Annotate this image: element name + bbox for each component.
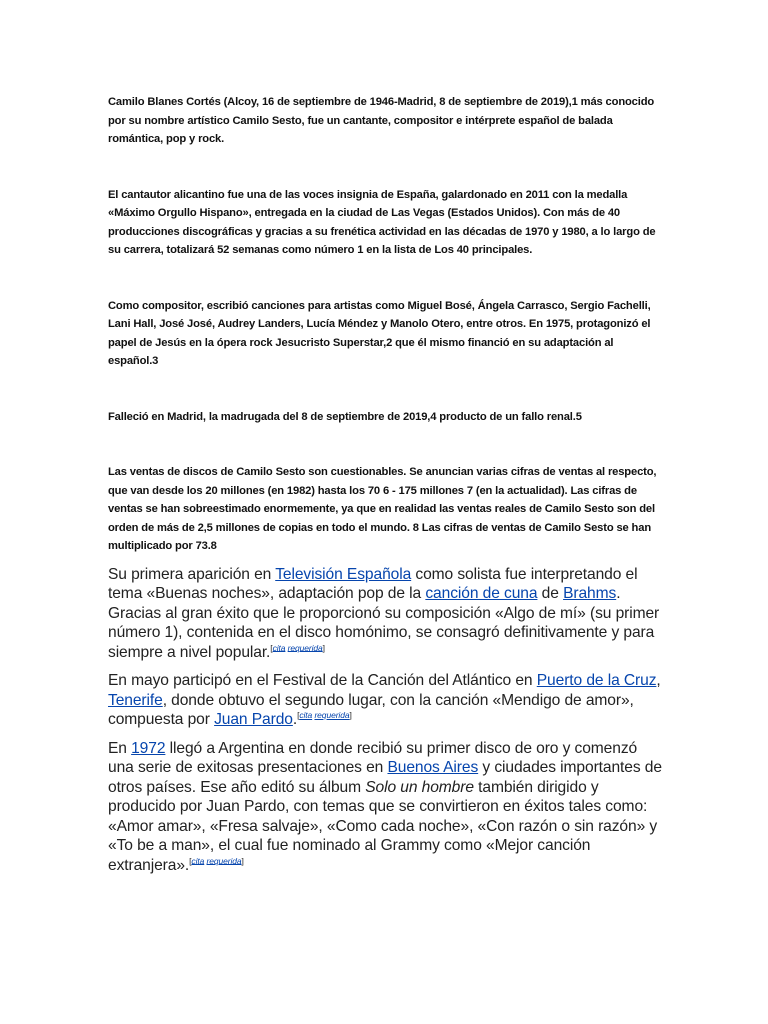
- cita-link[interactable]: cita: [299, 709, 313, 720]
- requerida-link[interactable]: requerida: [206, 855, 242, 866]
- text-span: llegó a Argentina en donde recibió su primer disco de oro y comenzó una serie de exitosas presentaciones en: [108, 739, 638, 776]
- bracket: ]: [241, 855, 244, 866]
- citation-needed: [270, 642, 325, 652]
- bio-intro-paragraph: Camilo Blanes Cortés (Alcoy, 16 de septiembre de 1946-Madrid, 8 de septiembre de 2019),1 más conocido por su nombre artístico Camilo Sesto, fue un cantante, compositor e intérprete español de balada romántica, pop y rock.: [108, 96, 655, 145]
- citation-needed: [189, 855, 244, 865]
- link-cancion-de-cuna[interactable]: canción de cuna: [425, 585, 538, 602]
- bracket: [: [270, 642, 273, 653]
- link-1972[interactable]: 1972: [131, 739, 166, 757]
- text-span: , donde obtuvo el segundo lugar, con la canción «Mendigo de amor», compuesta por: [108, 691, 634, 728]
- text-span: Su primera aparición en: [108, 565, 276, 583]
- composer-paragraph: Como compositor, escribió canciones para artistas como Miguel Bosé, Ángela Carrasco, Sergio Fachelli, Lani Hall, José José, Audrey Landers, Lucía Méndez y Manolo Otero, entre otros. En 1975, protagonizó el papel de Jesús en la ópera rock Jesucristo Superstar,2 que él mismo financió en su adaptación al español.3: [108, 299, 651, 367]
- text-span: también dirigido y producido por Juan Pardo, con temas que se convirtieron en éxitos tales como: «Amor amar», «Fresa salvaje», «Como cada noche», «Con razón o sin razón» y «To be a man», el cual fue nominado al Grammy como «Mejor canción extranjera».: [108, 778, 658, 874]
- wiki-paragraph-festival: [108, 671, 663, 730]
- document-page: [108, 93, 663, 875]
- text-span: En: [108, 739, 132, 757]
- text-span: de: [537, 585, 564, 602]
- cita-link[interactable]: cita: [191, 855, 205, 866]
- requerida-link[interactable]: requerida: [314, 709, 350, 720]
- citation-needed: [297, 710, 352, 720]
- text-span: . Gracias al gran éxito que le proporcionó su composición «Algo de mí» (su primer número 1), contenida en el disco homónimo, se consagró definitivamente y para siempre a nivel popular.: [108, 585, 660, 661]
- requerida-link[interactable]: requerida: [287, 642, 323, 653]
- bracket: ]: [349, 709, 352, 720]
- link-puerto-de-la-cruz[interactable]: Puerto de la Cruz: [536, 672, 657, 689]
- link-television-espanola[interactable]: Televisión Española: [275, 565, 412, 583]
- text-span: .: [292, 711, 298, 728]
- link-brahms[interactable]: Brahms: [563, 585, 617, 602]
- link-juan-pardo[interactable]: Juan Pardo: [214, 711, 293, 728]
- text-span: como solista fue interpretando el tema «Buenas noches», adaptación pop de la: [108, 565, 638, 602]
- album-title: Solo un hombre: [365, 778, 474, 796]
- text-span: En mayo participó en el Festival de la Canción del Atlántico en: [108, 672, 537, 689]
- text-span: y ciudades importantes de otros países. Ese año editó su álbum: [108, 759, 662, 796]
- bracket: ]: [322, 642, 325, 653]
- bracket: [: [297, 709, 300, 720]
- death-paragraph: Falleció en Madrid, la madrugada del 8 de septiembre de 2019,4 producto de un fallo renal.5: [108, 410, 582, 423]
- career-paragraph: El cantautor alicantino fue una de las voces insignia de España, galardonado en 2011 con la medalla «Máximo Orgullo Hispano», entregada en la ciudad de Las Vegas (Estados Unidos). Con más de 40 producciones discográficas y gracias a su frenética actividad en las décadas de 1970 y 1980, a lo largo de su carrera, totalizará 52 semanas como número 1 en la lista de Los 40 principales.: [108, 188, 656, 256]
- link-buenos-aires[interactable]: Buenos Aires: [387, 759, 479, 776]
- link-tenerife[interactable]: Tenerife: [108, 691, 163, 709]
- sales-paragraph: Las ventas de discos de Camilo Sesto son cuestionables. Se anuncian varias cifras de ventas al respecto, que van desde los 20 millones (en 1982) hasta los 70 6 - 175 millones 7 (en la actualidad). Las cifras de ventas se han sobreestimado enormemente, ya que en realidad las ventas reales de Camilo Sesto son del orden de más de 2,5 millones de copias en todo el mundo. 8 Las cifras de ventas de Camilo Sesto se han multiplicado por 73.8: [108, 466, 657, 552]
- cita-link[interactable]: cita: [272, 642, 286, 653]
- wiki-paragraph-tve: [108, 565, 663, 663]
- wiki-paragraph-argentina: [108, 739, 663, 876]
- text-span: ,: [656, 672, 661, 689]
- bracket: [: [189, 855, 192, 866]
